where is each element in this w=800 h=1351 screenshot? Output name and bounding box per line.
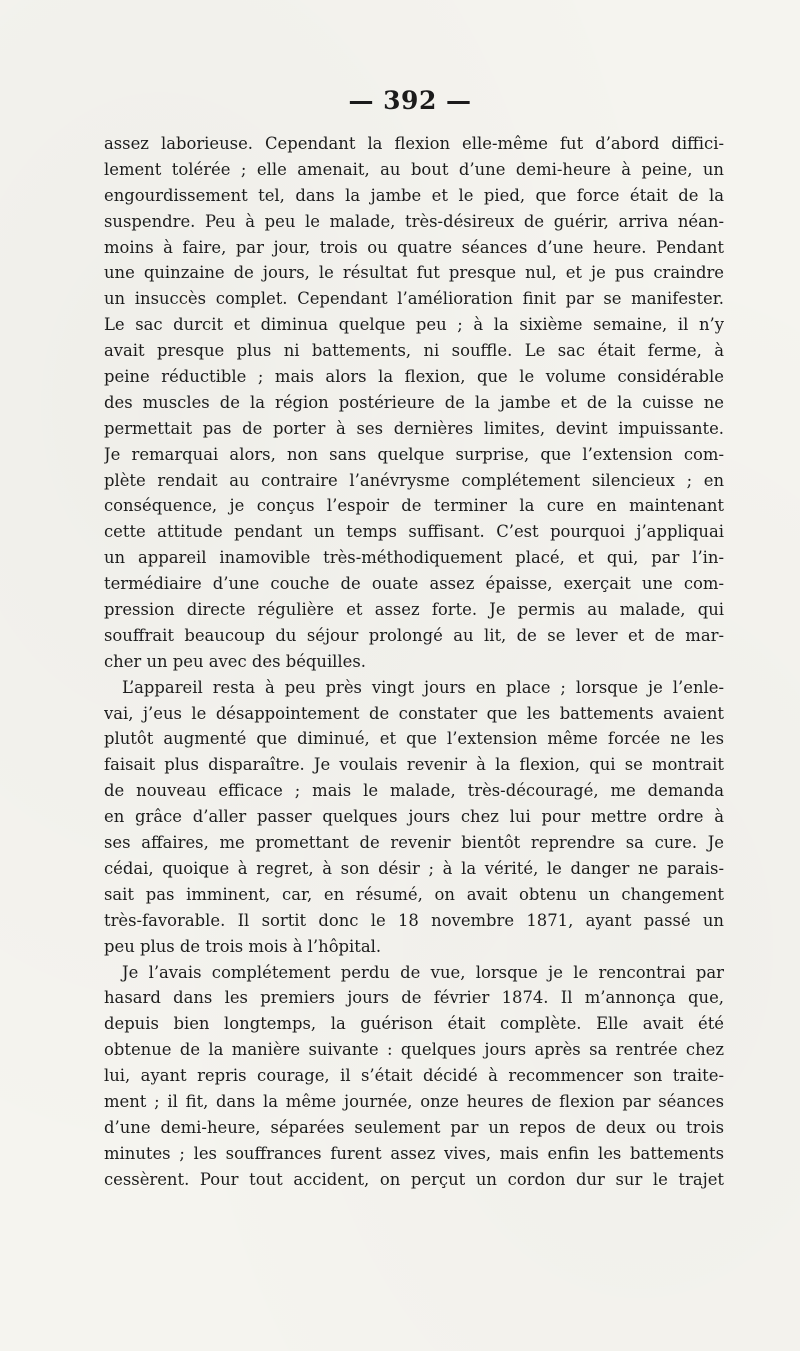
text-line: cessèrent. Pour tout accident, on perçut un cordon dur sur le trajet [104, 1169, 724, 1189]
text-line: peine réductible ; mais alors la flexion, que le volume considérable [104, 367, 724, 387]
text-line: avait presque plus ni battements, ni souffle. Le sac était ferme, à [104, 341, 724, 361]
text-line: très-favorable. Il sortit donc le 18 novembre 1871, ayant passé un [104, 910, 724, 930]
text-line: minutes ; les souffrances furent assez vives, mais enfin les battements [104, 1143, 724, 1163]
text-line: lement tolérée ; elle amenait, au bout d’une demi-heure à peine, un [104, 159, 724, 179]
text-line: termédiaire d’une couche de ouate assez épaisse, exerçait une com- [104, 574, 724, 594]
text-line: cher un peu avec des béquilles. [104, 651, 366, 671]
text-line: ses affaires, me promettant de revenir bientôt reprendre sa cure. Je [104, 833, 724, 853]
text-line: pression directe régulière et assez forte. Je permis au malade, qui [104, 600, 724, 620]
text-line: vai, j’eus le désappointement de constater que les battements avaient [104, 703, 724, 723]
text-line: sait pas imminent, car, en résumé, on avait obtenu un changement [104, 884, 724, 904]
text-line: hasard dans les premiers jours de février 1874. Il m’annonça que, [104, 988, 724, 1008]
text-line: ment ; il fit, dans la même journée, onze heures de flexion par séances [104, 1091, 724, 1111]
text-line: L’appareil resta à peu près vingt jours en place ; lorsque je l’enle- [122, 677, 724, 697]
text-line: souffrait beaucoup du séjour prolongé au lit, de se lever et de mar- [104, 625, 724, 645]
text-line: assez laborieuse. Cependant la flexion elle-même fut d’abord diffici- [104, 134, 724, 153]
text-line: une quinzaine de jours, le résultat fut presque nul, et je pus craindre [104, 263, 724, 283]
text-line: moins à faire, par jour, trois ou quatre séances d’une heure. Pendant [104, 237, 724, 257]
text-line: lui, ayant repris courage, il s’était décidé à recommencer son traite- [104, 1066, 724, 1086]
body-text [104, 131, 724, 1193]
text-line: depuis bien longtemps, la guérison était complète. Elle avait été [104, 1014, 724, 1034]
text-line: des muscles de la région postérieure de la jambe et de la cuisse ne [104, 392, 724, 412]
page-number: — 392 — [348, 86, 472, 115]
text-line: cette attitude pendant un temps suffisant. C’est pourquoi j’appliquai [104, 522, 724, 542]
text-line: suspendre. Peu à peu le malade, très-désireux de guérir, arriva néan- [104, 211, 724, 231]
text-line: peu plus de trois mois à l’hôpital. [104, 936, 382, 956]
text-line: faisait plus disparaître. Je voulais revenir à la flexion, qui se montrait [104, 755, 724, 775]
text-line: plutôt augmenté que diminué, et que l’extension même forcée ne les [104, 729, 724, 749]
text-line: Je remarquai alors, non sans quelque surprise, que l’extension com- [104, 444, 724, 464]
text-line: un appareil inamovible très-méthodiquement placé, et qui, par l’in- [104, 548, 724, 568]
text-line: conséquence, je conçus l’espoir de terminer la cure en maintenant [104, 496, 724, 516]
text-line: permettait pas de porter à ses dernières limites, devint impuissante. [104, 418, 724, 438]
text-line: engourdissement tel, dans la jambe et le pied, que force était de la [104, 185, 724, 205]
text-line: obtenue de la manière suivante : quelques jours après sa rentrée chez [104, 1040, 724, 1060]
text-line: en grâce d’aller passer quelques jours chez lui pour mettre ordre à [104, 807, 724, 827]
text-line: cédai, quoique à regret, à son désir ; à la vérité, le danger ne parais- [104, 858, 724, 878]
text-line: plète rendait au contraire l’anévrysme complétement silencieux ; en [104, 470, 724, 490]
text-line: un insuccès complet. Cependant l’amélioration finit par se manifester. [104, 289, 724, 309]
text-line: Je l’avais complétement perdu de vue, lorsque je le rencontrai par [122, 962, 724, 982]
text-line: de nouveau efficace ; mais le malade, très-découragé, me demanda [104, 781, 724, 801]
text-line: d’une demi-heure, séparées seulement par un repos de deux ou trois [104, 1117, 724, 1137]
text-line: Le sac durcit et diminua quelque peu ; à la sixième semaine, il n’y [104, 315, 724, 335]
